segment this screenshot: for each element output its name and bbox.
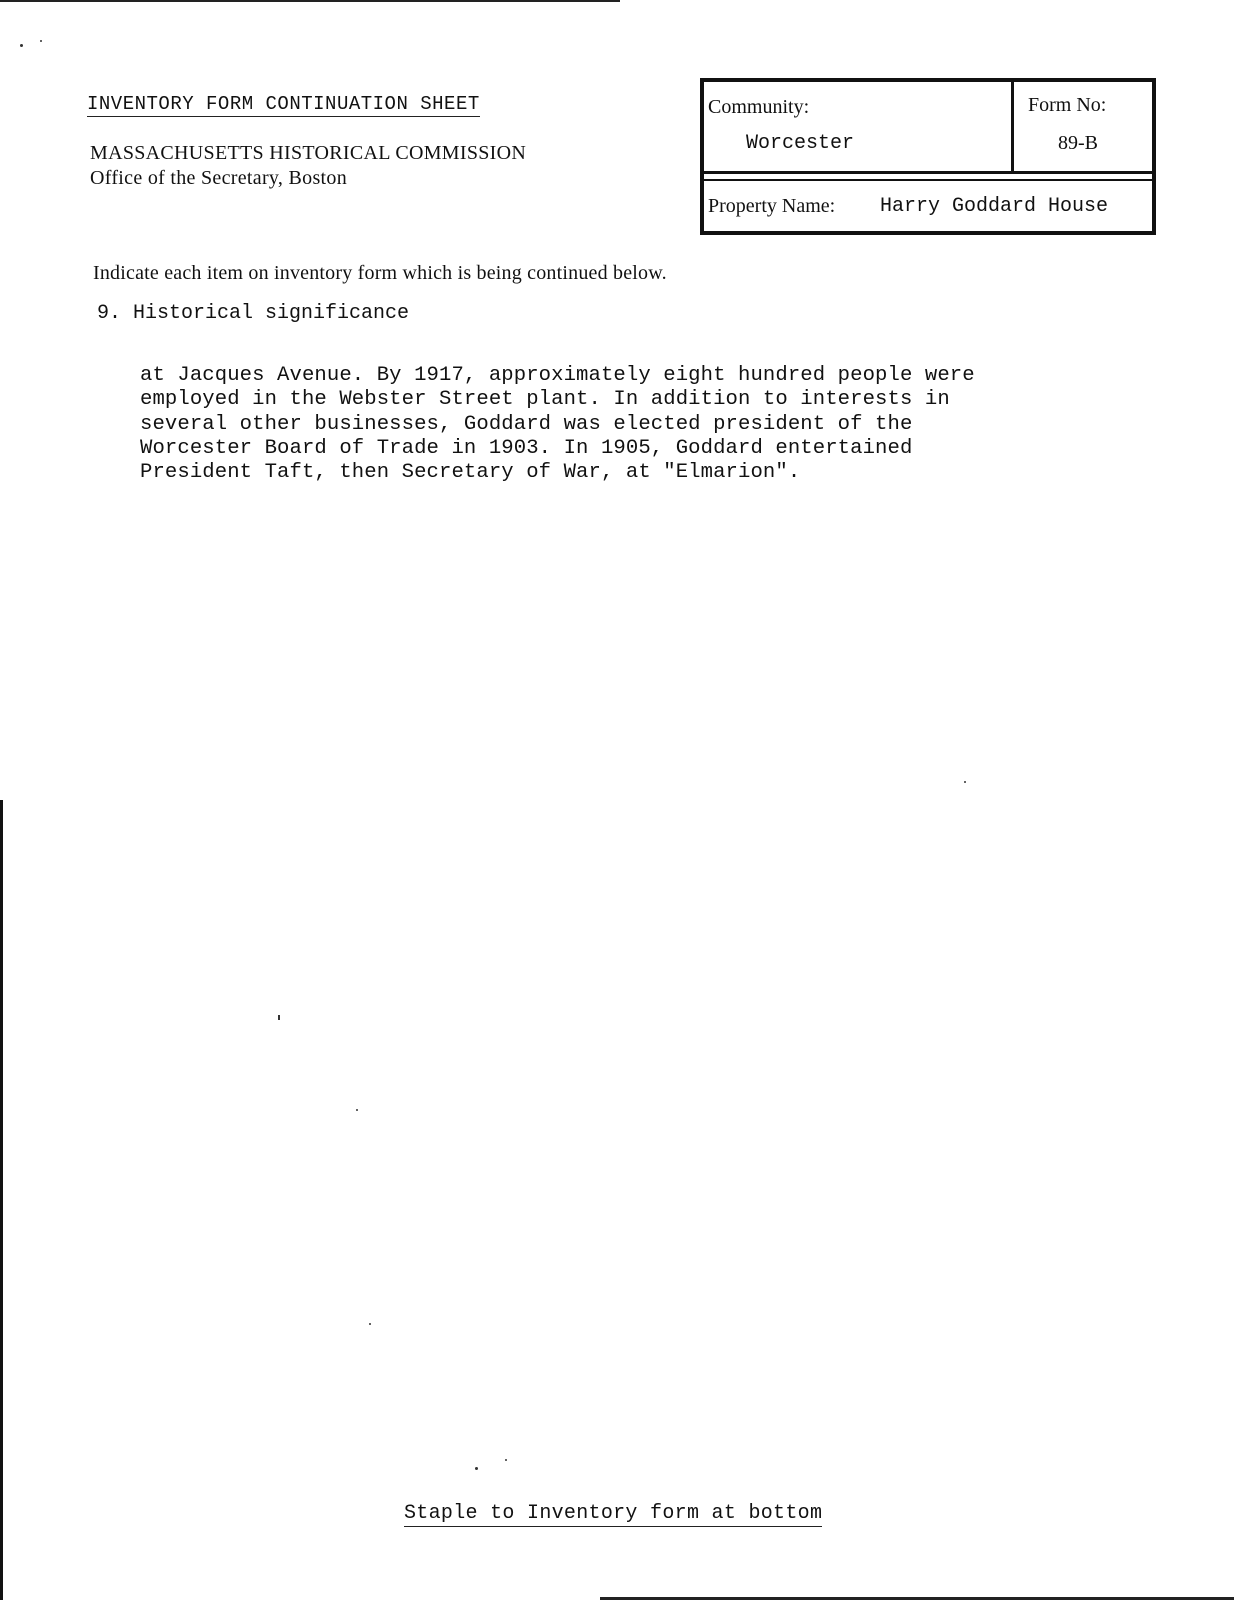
scan-speck: [505, 1459, 507, 1461]
office-name: Office of the Secretary, Boston: [90, 167, 347, 189]
body-line: employed in the Webster Street plant. In addition to interests in: [140, 388, 950, 412]
scan-speck: [40, 40, 42, 42]
form-number-label: Form No:: [1028, 94, 1107, 116]
staple-note: Staple to Inventory form at bottom: [404, 1502, 823, 1525]
community-value: Worcester: [746, 132, 855, 155]
scan-speck: [964, 781, 966, 783]
scan-speck: [278, 1015, 280, 1020]
property-name-label: Property Name:: [708, 195, 836, 217]
property-name-value: Harry Goddard House: [880, 195, 1109, 218]
form-number-value: 89-B: [1058, 132, 1098, 154]
scan-speck: [20, 44, 23, 47]
scan-speck: [369, 1323, 371, 1325]
scan-speck: [475, 1467, 478, 1470]
section-heading: 9. Historical significance: [97, 302, 410, 325]
scan-edge: [0, 800, 3, 1600]
scan-speck: [356, 1109, 358, 1111]
scan-edge: [0, 0, 620, 2]
form-info-box: [700, 78, 1156, 235]
instruction-text: Indicate each item on inventory form which is being continued below.: [93, 262, 667, 284]
body-line: several other businesses, Goddard was elected president of the: [140, 412, 913, 436]
community-label: Community:: [708, 96, 810, 118]
commission-name: MASSACHUSETTS HISTORICAL COMMISSION: [90, 142, 527, 164]
form-number-cell: [1014, 82, 1152, 174]
form-title: INVENTORY FORM CONTINUATION SHEET: [87, 93, 480, 115]
body-line: at Jacques Avenue. By 1917, approximately eight hundred people were: [140, 364, 975, 387]
body-line: Worcester Board of Trade in 1903. In 1905, Goddard entertained: [140, 436, 913, 460]
body-line: President Taft, then Secretary of War, at "Elmarion".: [140, 461, 801, 485]
section-body: [140, 364, 1140, 485]
community-cell: [704, 82, 1014, 174]
property-name-cell: [704, 179, 1152, 231]
